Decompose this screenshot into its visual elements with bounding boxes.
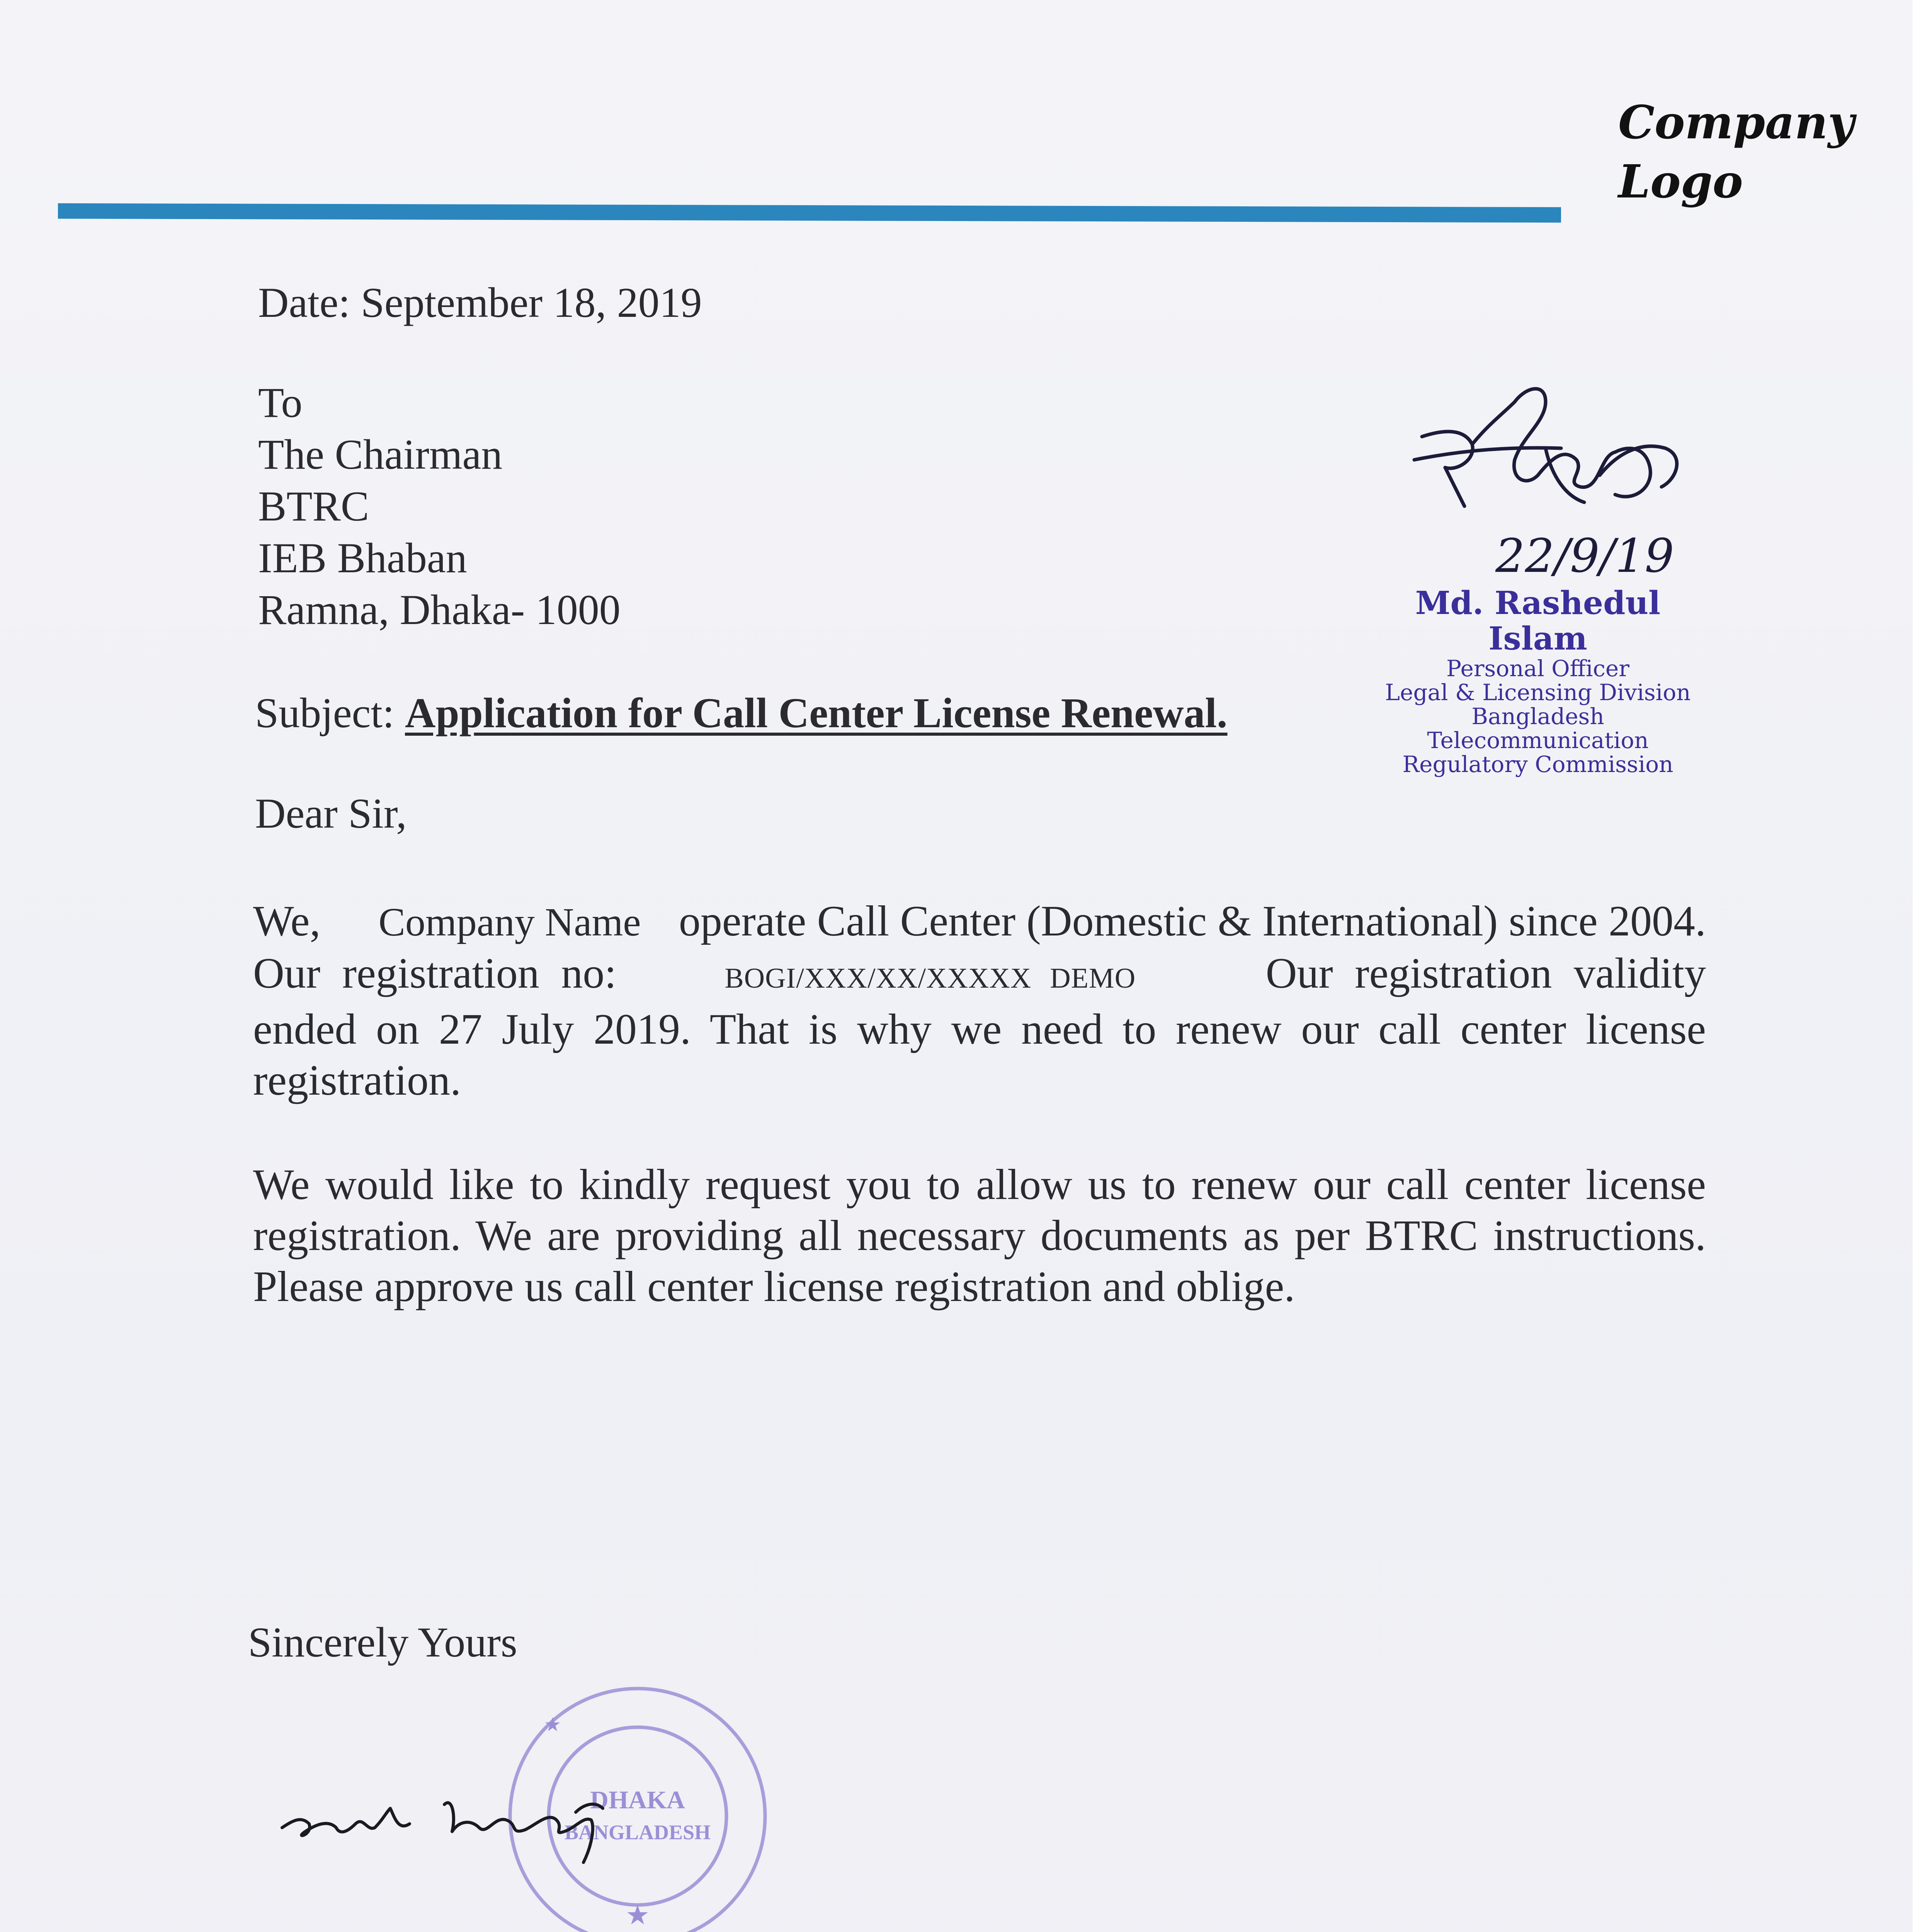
stamp-officer-name: Md. Rashedul Islam (1415, 585, 1661, 657)
recipient-address (258, 377, 621, 636)
stamp-line: Regulatory Commission (1402, 751, 1673, 777)
page-margin-strip (1913, 0, 1932, 1932)
seal-star-icon: ★ (625, 1899, 650, 1931)
chairperson-signature (270, 1762, 696, 1878)
received-stamp (1364, 585, 1712, 776)
handwritten-date: 22/9/19 (1495, 529, 1674, 583)
salutation: Dear Sir, (255, 790, 407, 837)
closing: Sincerely Yours (248, 1619, 517, 1666)
subject-label: Subject: (255, 689, 405, 736)
recipient-line: BTRC (258, 483, 369, 530)
stamp-line: Legal & Licensing Division (1385, 679, 1691, 706)
recipient-line: The Chairman (258, 431, 503, 478)
seal-star-icon: ★ (544, 1713, 561, 1736)
recipient-line: Ramna, Dhaka- 1000 (258, 586, 621, 633)
logo-line-2: Logo (1618, 155, 1743, 209)
recipient-line: To (258, 379, 303, 426)
seal-text-1: DHAKA (590, 1786, 685, 1814)
registration-number: BOGI/XXX/XX/XXXXX DEMO (724, 963, 1136, 994)
stamp-line: Bangladesh Telecommunication (1427, 703, 1649, 753)
stamp-line: Personal Officer (1446, 655, 1629, 682)
para1-text-2: Our registration validity ended on 27 July 2019. That is why we need to renew our call center license registration. (253, 949, 1706, 1104)
subject-line (255, 689, 1228, 736)
company-logo (1618, 93, 1854, 211)
logo-line-1: Company (1618, 95, 1854, 149)
recipient-line: IEB Bhaban (258, 534, 467, 582)
seal-text-2: BANGLADESH (564, 1821, 711, 1844)
letter-date: Date: September 18, 2019 (258, 279, 702, 326)
body-paragraph-2: We would like to kindly request you to allow us to renew our call center license registration. We are providing all necessary documents as per BTRC instructions. Please approve us call center license registration and oblige. (253, 1161, 1706, 1311)
para1-company-name: Company Name (378, 900, 641, 944)
para1-text-1: operate Call Center (Domestic & International) since 2004. Our registration no: (253, 897, 1706, 997)
body-paragraph-1 (253, 896, 1706, 1106)
para1-we: We, (253, 897, 321, 945)
receiver-signature (1399, 379, 1700, 587)
subject-title: Application for Call Center License Renewal. (405, 689, 1228, 736)
